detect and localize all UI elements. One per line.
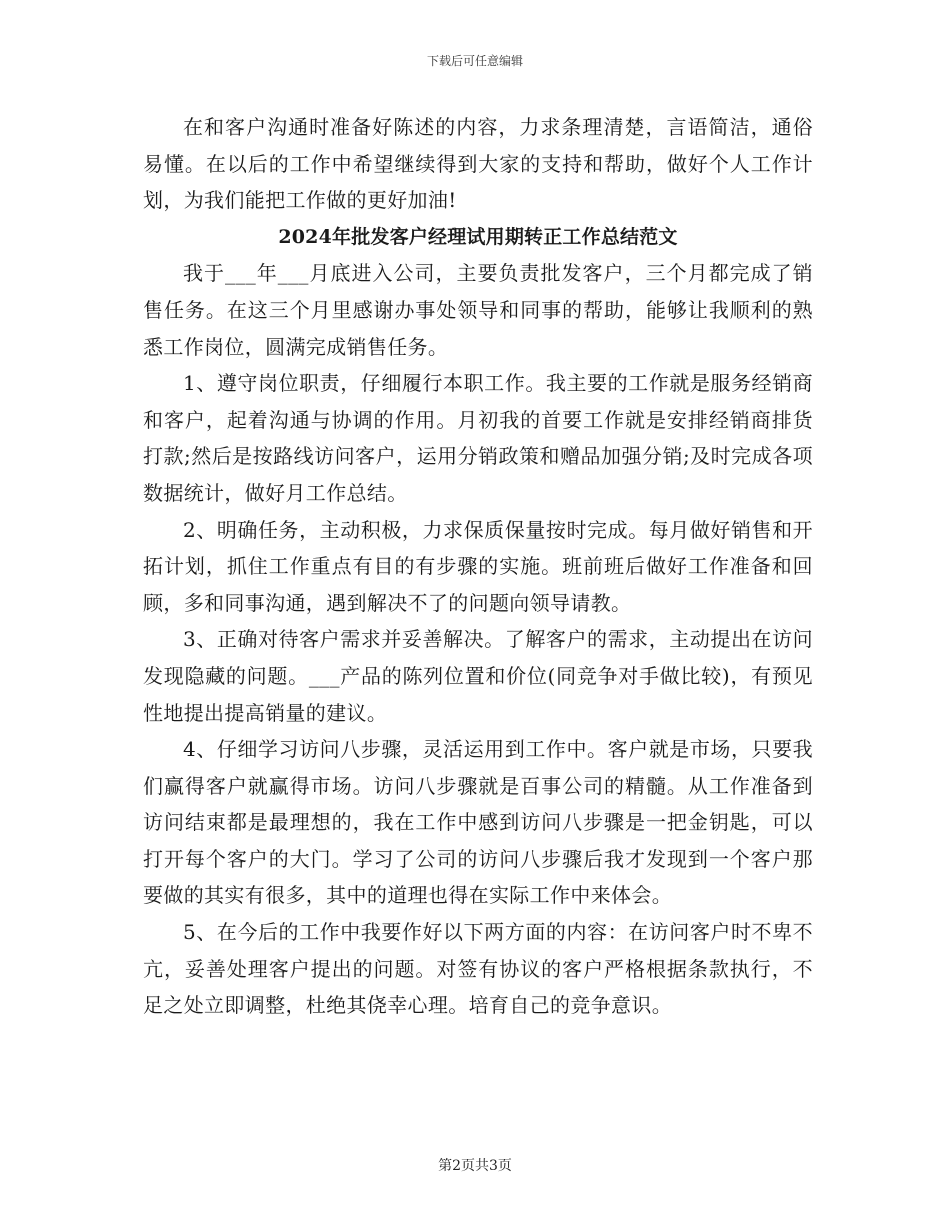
page-header: 下载后可任意编辑	[426, 54, 523, 68]
paragraph-item-2: 2、明确任务，主动积极，力求保质保量按时完成。每月做好销售和开拓计划，抓住工作重点有目的有步骤的实施。班前班后做好工作准备和回顾，多和同事沟通，遇到解决不了的问题向领导请教。	[143, 517, 813, 615]
document-body	[143, 109, 813, 1024]
paragraph-item-4: 4、仔细学习访问八步骤，灵活运用到工作中。客户就是市场，只要我们赢得客户就赢得市场。访问八步骤就是百事公司的精髓。从工作准备到访问结束都是最理想的，我在工作中感到访问八步骤是一把金钥匙，可以打开每个客户的大门。学习了公司的访问八步骤后我才发现到一个客户那要做的其实有很多，其中的道理也得在实际工作中来体会。	[143, 737, 813, 908]
paragraph-item-5: 5、在今后的工作中我要作好以下两方面的内容：在访问客户时不卑不亢，妥善处理客户提出的问题。对签有协议的客户严格根据条款执行，不足之处立即调整，杜绝其侥幸心理。培育自己的竞争意识。	[143, 920, 813, 1018]
paragraph-opening: 我于___年___月底进入公司，主要负责批发客户，三个月都完成了销售任务。在这三个月里感谢办事处领导和同事的帮助，能够让我顺利的熟悉工作岗位，圆满完成销售任务。	[143, 261, 813, 359]
paragraph-item-3: 3、正确对待客户需求并妥善解决。了解客户的需求，主动提出在访问发现隐藏的问题。___产品的陈列位置和价位(同竞争对手做比较)，有预见性地提出提高销量的建议。	[143, 627, 813, 725]
paragraph-item-1: 1、遵守岗位职责，仔细履行本职工作。我主要的工作就是服务经销商和客户，起着沟通与协调的作用。月初我的首要工作就是安排经销商排货打款;然后是按路线访问客户，运用分销政策和赠品加强分销;及时完成各项数据统计，做好月工作总结。	[143, 371, 813, 505]
page-number: 第2页共3页	[438, 1158, 512, 1174]
intro-paragraph: 在和客户沟通时准备好陈述的内容，力求条理清楚，言语简洁，通俗易懂。在以后的工作中希望继续得到大家的支持和帮助，做好个人工作计划，为我们能把工作做的更好加油!	[143, 115, 813, 213]
document-title: 2024年批发客户经理试用期转正工作总结范文	[278, 225, 678, 248]
